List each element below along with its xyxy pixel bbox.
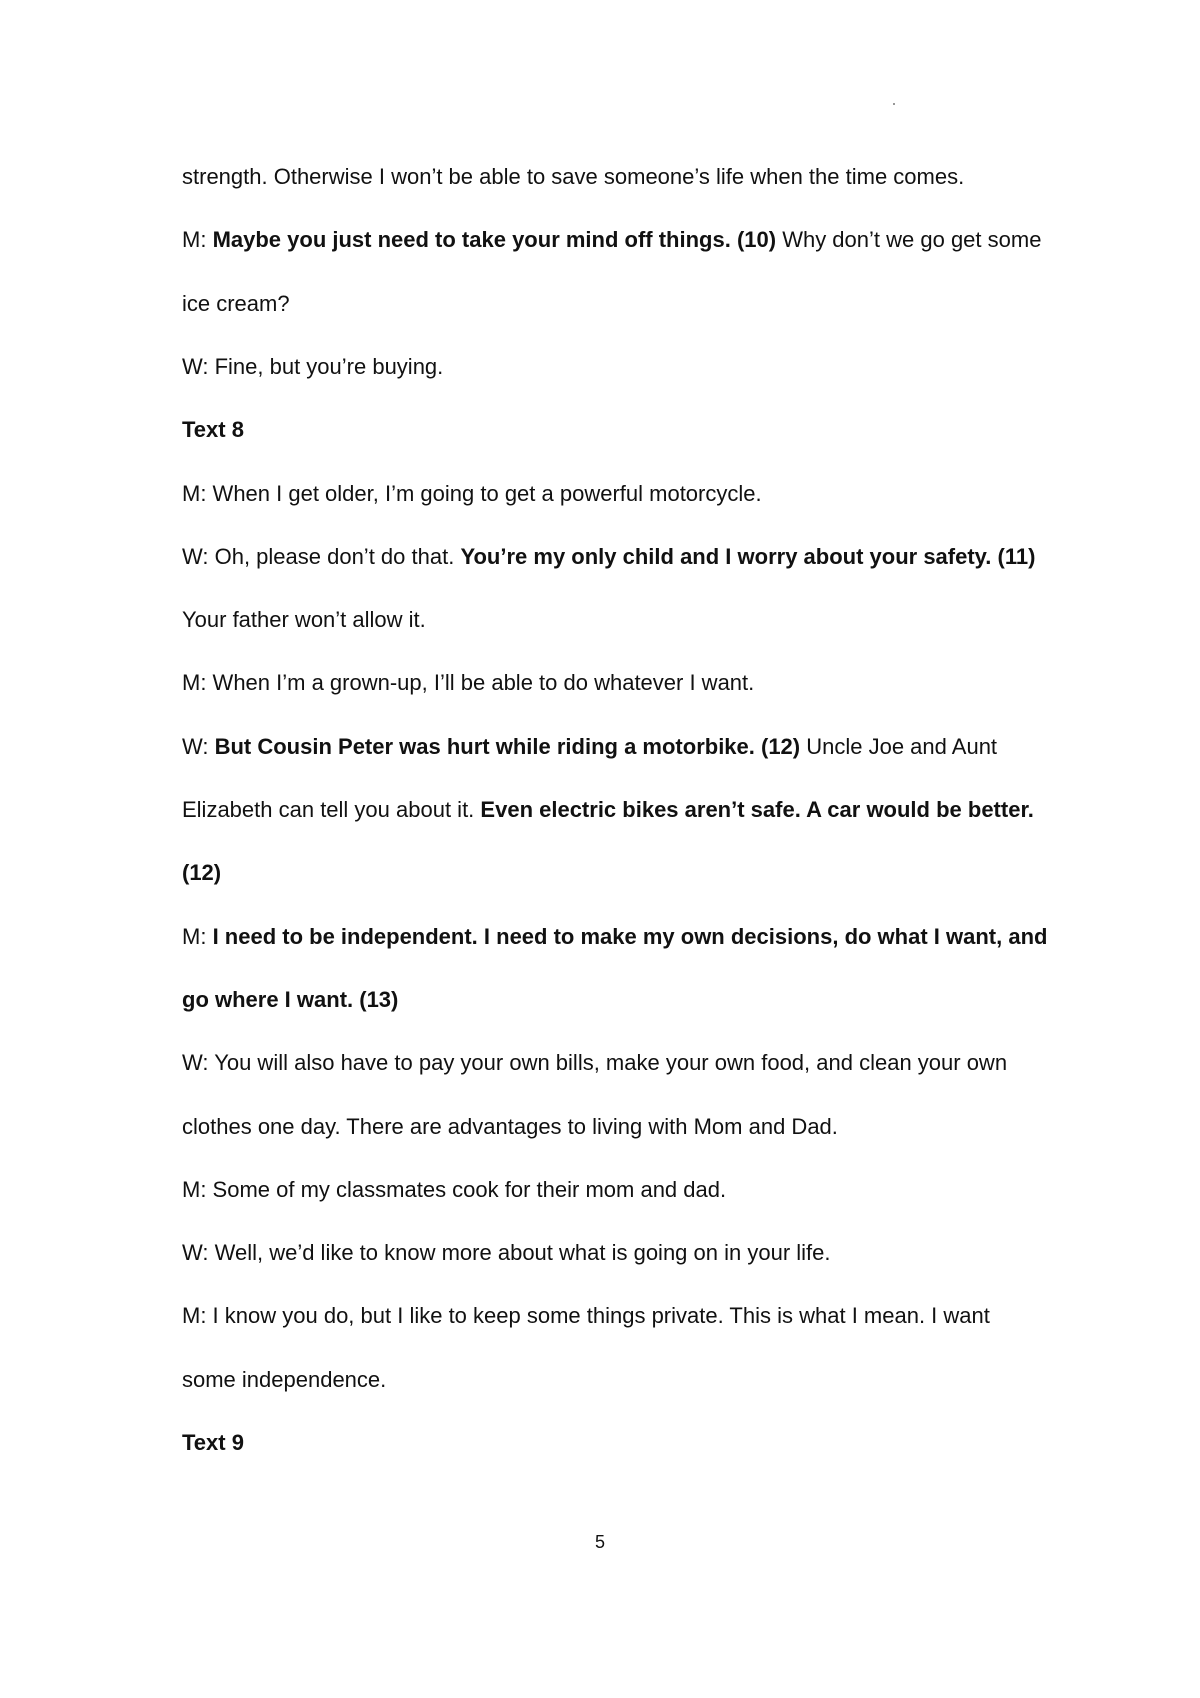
plain-text: some independence. xyxy=(182,1367,387,1392)
plain-text: W: xyxy=(182,734,215,759)
text-line xyxy=(182,733,1062,761)
bold-text: Maybe you just need to take your mind off things. (10) xyxy=(212,227,777,252)
text-line xyxy=(182,859,1062,887)
bold-text: Text 8 xyxy=(182,417,244,442)
plain-text: Uncle Joe and Aunt xyxy=(800,734,998,759)
plain-text: M: When I get older, I’m going to get a powerful motorcycle. xyxy=(182,481,762,506)
plain-text: M: xyxy=(182,924,213,949)
text-line xyxy=(182,1429,1062,1457)
plain-text: clothes one day. There are advantages to living with Mom and Dad. xyxy=(182,1114,838,1139)
plain-text: W: Oh, please don’t do that. xyxy=(182,544,461,569)
plain-text: Your father won’t allow it. xyxy=(182,607,426,632)
text-line xyxy=(182,480,1062,508)
plain-text: W: Well, we’d like to know more about what is going on in your life. xyxy=(182,1240,831,1265)
text-line xyxy=(182,1239,1062,1267)
text-line xyxy=(182,226,1062,254)
scan-speck xyxy=(893,103,895,105)
plain-text: M: I know you do, but I like to keep some things private. This is what I mean. I want xyxy=(182,1303,990,1328)
text-line xyxy=(182,1176,1062,1204)
text-line xyxy=(182,1113,1062,1141)
text-line xyxy=(182,669,1062,697)
text-line xyxy=(182,163,1062,191)
text-line xyxy=(182,416,1062,444)
plain-text: M: xyxy=(182,227,213,252)
plain-text: M: When I’m a grown-up, I’ll be able to do whatever I want. xyxy=(182,670,755,695)
text-line xyxy=(182,606,1062,634)
bold-text: Text 9 xyxy=(182,1430,244,1455)
plain-text: Why don’t we go get some xyxy=(776,227,1042,252)
plain-text: M: Some of my classmates cook for their mom and dad. xyxy=(182,1177,727,1202)
plain-text: strength. Otherwise I won’t be able to save someone’s life when the time comes. xyxy=(182,164,965,189)
text-line xyxy=(182,1049,1062,1077)
bold-text: (12) xyxy=(182,860,222,885)
bold-text: I need to be independent. I need to make my own decisions, do what I want, and xyxy=(212,924,1048,949)
plain-text: W: Fine, but you’re buying. xyxy=(182,354,444,379)
text-line xyxy=(182,543,1062,571)
plain-text: ice cream? xyxy=(182,291,290,316)
plain-text: Elizabeth can tell you about it. xyxy=(182,797,481,822)
text-line xyxy=(182,353,1062,381)
text-line xyxy=(182,986,1062,1014)
bold-text: You’re my only child and I worry about your safety. (11) xyxy=(460,544,1036,569)
text-line xyxy=(182,796,1062,824)
text-line xyxy=(182,290,1062,318)
text-line xyxy=(182,923,1062,951)
text-line xyxy=(182,1366,1062,1394)
bold-text: Even electric bikes aren’t safe. A car would be better. xyxy=(480,797,1034,822)
bold-text: go where I want. (13) xyxy=(182,987,399,1012)
text-line xyxy=(182,1302,1062,1330)
page-number: 5 xyxy=(594,1532,605,1552)
plain-text: W: You will also have to pay your own bills, make your own food, and clean your own xyxy=(182,1050,1008,1075)
bold-text: But Cousin Peter was hurt while riding a motorbike. (12) xyxy=(214,734,801,759)
